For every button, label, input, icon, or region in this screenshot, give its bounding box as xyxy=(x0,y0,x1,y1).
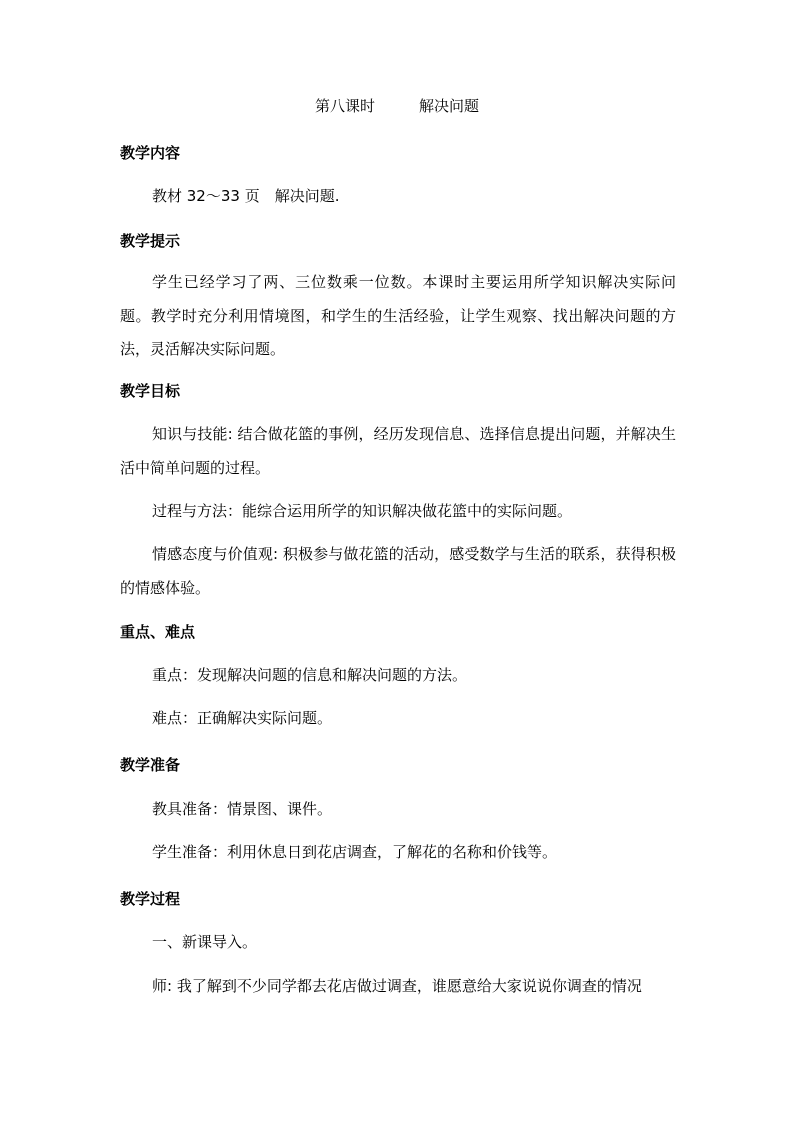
goals-paragraph-knowledge: 知识与技能: 结合做花篮的事例，经历发现信息、选择信息提出问题，并解决生活中简单问题的过程。 xyxy=(120,425,676,477)
lesson-number: 第八课时 xyxy=(314,97,375,115)
heading-goals: 教学目标 xyxy=(120,382,181,400)
heading-hints: 教学提示 xyxy=(120,232,181,250)
key-point-paragraph: 重点：发现解决问题的信息和解决问题的方法。 xyxy=(152,666,468,684)
student-preparation-paragraph: 学生准备：利用休息日到花店调查，了解花的名称和价钱等。 xyxy=(152,843,558,861)
heading-content: 教学内容 xyxy=(120,144,181,162)
lesson-topic: 解决问题 xyxy=(419,97,480,115)
heading-process: 教学过程 xyxy=(120,890,181,908)
process-teacher-line: 师: 我了解到不少同学都去花店做过调查，谁愿意给大家说说你调查的情况 xyxy=(152,977,642,995)
content-paragraph: 教材 32～33 页 解决问题. xyxy=(152,187,340,205)
teacher-preparation-paragraph: 教具准备：情景图、课件。 xyxy=(152,800,333,818)
heading-preparation: 教学准备 xyxy=(120,756,181,774)
lesson-title xyxy=(0,94,794,118)
goals-paragraph-attitude: 情感态度与价值观: 积极参与做花篮的活动，感受数学与生活的联系，获得积极的情感体验。 xyxy=(120,545,676,597)
goals-paragraph-process: 过程与方法：能综合运用所学的知识解决做花篮中的实际问题。 xyxy=(152,502,573,520)
heading-key-points: 重点、难点 xyxy=(120,623,196,641)
process-step-one: 一、新课导入。 xyxy=(152,933,258,951)
difficulty-paragraph: 难点：正确解决实际问题。 xyxy=(152,709,333,727)
hints-paragraph: 学生已经学习了两、三位数乘一位数。本课时主要运用所学知识解决实际问题。教学时充分利用情境图，和学生的生活经验，让学生观察、找出解决问题的方法，灵活解决实际问题。 xyxy=(120,273,676,358)
